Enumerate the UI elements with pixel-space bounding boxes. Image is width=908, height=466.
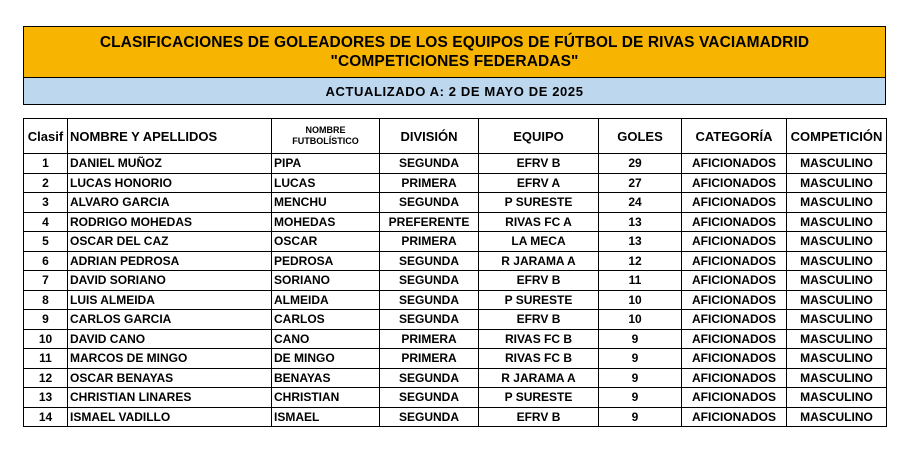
cell-goals: 11 — [599, 271, 682, 291]
cell-competition: MASCULINO — [787, 388, 887, 408]
cell-competition: MASCULINO — [787, 212, 887, 232]
table-header-row — [24, 119, 887, 154]
cell-team: RIVAS FC B — [479, 349, 599, 369]
cell-category: AFICIONADOS — [682, 290, 787, 310]
cell-name: ALVARO GARCIA — [68, 193, 272, 213]
cell-competition: MASCULINO — [787, 173, 887, 193]
cell-competition: MASCULINO — [787, 407, 887, 427]
cell-goals: 10 — [599, 290, 682, 310]
report-subtitle: "COMPETICIONES FEDERADAS" — [330, 53, 579, 70]
cell-team: EFRV B — [479, 154, 599, 174]
cell-nickname: SORIANO — [272, 271, 380, 291]
cell-clasif: 6 — [24, 251, 68, 271]
cell-division: SEGUNDA — [380, 271, 479, 291]
cell-competition: MASCULINO — [787, 349, 887, 369]
cell-name: LUIS ALMEIDA — [68, 290, 272, 310]
cell-team: R JARAMA A — [479, 368, 599, 388]
cell-nickname: PEDROSA — [272, 251, 380, 271]
cell-team: RIVAS FC A — [479, 212, 599, 232]
table-row — [24, 349, 887, 369]
cell-competition: MASCULINO — [787, 329, 887, 349]
cell-team: EFRV A — [479, 173, 599, 193]
cell-goals: 24 — [599, 193, 682, 213]
cell-team: P SURESTE — [479, 388, 599, 408]
cell-name: LUCAS HONORIO — [68, 173, 272, 193]
header-clasif: Clasif — [24, 119, 68, 154]
cell-division: SEGUNDA — [380, 388, 479, 408]
cell-clasif: 14 — [24, 407, 68, 427]
cell-clasif: 1 — [24, 154, 68, 174]
table-row — [24, 193, 887, 213]
cell-category: AFICIONADOS — [682, 407, 787, 427]
cell-clasif: 12 — [24, 368, 68, 388]
table-row — [24, 212, 887, 232]
cell-division: SEGUNDA — [380, 407, 479, 427]
header-competition: COMPETICIÓN — [787, 119, 887, 154]
cell-goals: 9 — [599, 349, 682, 369]
cell-goals: 12 — [599, 251, 682, 271]
cell-name: OSCAR BENAYAS — [68, 368, 272, 388]
table-row — [24, 388, 887, 408]
cell-name: MARCOS DE MINGO — [68, 349, 272, 369]
title-banner — [24, 27, 885, 78]
cell-team: P SURESTE — [479, 290, 599, 310]
cell-name: ADRIAN PEDROSA — [68, 251, 272, 271]
table-row — [24, 329, 887, 349]
cell-division: PREFERENTE — [380, 212, 479, 232]
cell-nickname: CARLOS — [272, 310, 380, 330]
cell-nickname: CANO — [272, 329, 380, 349]
cell-nickname: ALMEIDA — [272, 290, 380, 310]
table-row — [24, 271, 887, 291]
cell-category: AFICIONADOS — [682, 212, 787, 232]
cell-nickname: CHRISTIAN — [272, 388, 380, 408]
table-row — [24, 290, 887, 310]
cell-goals: 9 — [599, 329, 682, 349]
scorers-table — [23, 118, 887, 427]
table-row — [24, 154, 887, 174]
cell-goals: 9 — [599, 388, 682, 408]
cell-team: RIVAS FC B — [479, 329, 599, 349]
cell-category: AFICIONADOS — [682, 173, 787, 193]
cell-category: AFICIONADOS — [682, 251, 787, 271]
cell-category: AFICIONADOS — [682, 368, 787, 388]
cell-division: SEGUNDA — [380, 251, 479, 271]
cell-category: AFICIONADOS — [682, 271, 787, 291]
cell-division: PRIMERA — [380, 232, 479, 252]
header-category: CATEGORÍA — [682, 119, 787, 154]
cell-competition: MASCULINO — [787, 271, 887, 291]
cell-category: AFICIONADOS — [682, 154, 787, 174]
table-row — [24, 407, 887, 427]
cell-team: R JARAMA A — [479, 251, 599, 271]
cell-category: AFICIONADOS — [682, 388, 787, 408]
cell-competition: MASCULINO — [787, 290, 887, 310]
cell-nickname: OSCAR — [272, 232, 380, 252]
cell-division: PRIMERA — [380, 173, 479, 193]
cell-clasif: 3 — [24, 193, 68, 213]
cell-goals: 9 — [599, 368, 682, 388]
cell-nickname: BENAYAS — [272, 368, 380, 388]
report-title: CLASIFICACIONES DE GOLEADORES DE LOS EQUIPOS DE FÚTBOL DE RIVAS VACIAMADRID — [99, 34, 810, 51]
cell-clasif: 7 — [24, 271, 68, 291]
cell-team: P SURESTE — [479, 193, 599, 213]
cell-team: EFRV B — [479, 271, 599, 291]
updated-date: ACTUALIZADO A: 2 DE MAYO DE 2025 — [24, 78, 885, 104]
cell-team: EFRV B — [479, 407, 599, 427]
cell-category: AFICIONADOS — [682, 349, 787, 369]
header-division: DIVISIÓN — [380, 119, 479, 154]
cell-goals: 10 — [599, 310, 682, 330]
cell-goals: 13 — [599, 232, 682, 252]
cell-clasif: 4 — [24, 212, 68, 232]
cell-nickname: DE MINGO — [272, 349, 380, 369]
cell-division: SEGUNDA — [380, 290, 479, 310]
cell-name: DANIEL MUÑOZ — [68, 154, 272, 174]
cell-name: DAVID CANO — [68, 329, 272, 349]
cell-name: CHRISTIAN LINARES — [68, 388, 272, 408]
table-row — [24, 173, 887, 193]
cell-category: AFICIONADOS — [682, 232, 787, 252]
cell-division: SEGUNDA — [380, 310, 479, 330]
table-row — [24, 232, 887, 252]
table-row — [24, 368, 887, 388]
cell-division: PRIMERA — [380, 329, 479, 349]
cell-nickname: MENCHU — [272, 193, 380, 213]
cell-competition: MASCULINO — [787, 251, 887, 271]
table-row — [24, 310, 887, 330]
cell-name: CARLOS GARCIA — [68, 310, 272, 330]
cell-name: OSCAR DEL CAZ — [68, 232, 272, 252]
header-team: EQUIPO — [479, 119, 599, 154]
cell-category: AFICIONADOS — [682, 193, 787, 213]
header-nickname — [272, 119, 380, 154]
cell-competition: MASCULINO — [787, 193, 887, 213]
cell-goals: 9 — [599, 407, 682, 427]
cell-team: LA MECA — [479, 232, 599, 252]
cell-category: AFICIONADOS — [682, 329, 787, 349]
header-name: NOMBRE Y APELLIDOS — [68, 119, 272, 154]
cell-division: SEGUNDA — [380, 193, 479, 213]
cell-category: AFICIONADOS — [682, 310, 787, 330]
header-goals: GOLES — [599, 119, 682, 154]
cell-name: ISMAEL VADILLO — [68, 407, 272, 427]
cell-clasif: 13 — [24, 388, 68, 408]
cell-goals: 27 — [599, 173, 682, 193]
cell-competition: MASCULINO — [787, 154, 887, 174]
header-nickname-line2: FUTBOLÍSTICO — [292, 136, 359, 146]
cell-nickname: ISMAEL — [272, 407, 380, 427]
table-body — [24, 154, 887, 427]
cell-clasif: 8 — [24, 290, 68, 310]
cell-goals: 29 — [599, 154, 682, 174]
cell-division: SEGUNDA — [380, 154, 479, 174]
report-header — [23, 26, 886, 105]
cell-division: SEGUNDA — [380, 368, 479, 388]
cell-competition: MASCULINO — [787, 368, 887, 388]
header-nickname-line1: NOMBRE — [305, 125, 346, 135]
cell-competition: MASCULINO — [787, 310, 887, 330]
cell-name: RODRIGO MOHEDAS — [68, 212, 272, 232]
cell-clasif: 11 — [24, 349, 68, 369]
cell-goals: 13 — [599, 212, 682, 232]
cell-competition: MASCULINO — [787, 232, 887, 252]
cell-clasif: 2 — [24, 173, 68, 193]
cell-clasif: 5 — [24, 232, 68, 252]
table-row — [24, 251, 887, 271]
cell-team: EFRV B — [479, 310, 599, 330]
cell-nickname: LUCAS — [272, 173, 380, 193]
cell-nickname: MOHEDAS — [272, 212, 380, 232]
cell-nickname: PIPA — [272, 154, 380, 174]
cell-clasif: 9 — [24, 310, 68, 330]
cell-clasif: 10 — [24, 329, 68, 349]
cell-name: DAVID SORIANO — [68, 271, 272, 291]
cell-division: PRIMERA — [380, 349, 479, 369]
